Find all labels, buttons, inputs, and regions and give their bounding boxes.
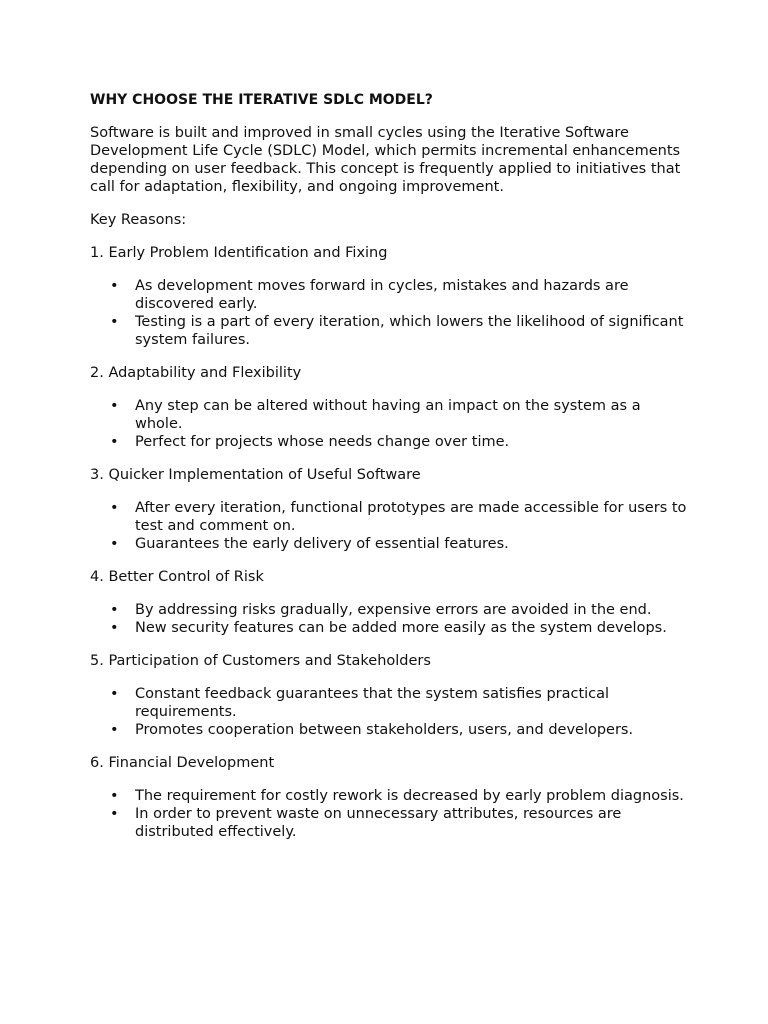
bullet-icon: • [110, 620, 119, 636]
section-heading: 3. Quicker Implementation of Useful Software [90, 467, 421, 483]
bullet-icon: • [110, 434, 119, 450]
bullet-icon: • [110, 500, 119, 516]
bullet-icon: • [110, 278, 119, 294]
section-heading: 6. Financial Development [90, 755, 275, 771]
bullet-text: The requirement for costly rework is decreased by early problem diagnosis. [135, 788, 684, 804]
reason-section [90, 568, 690, 637]
bullet-icon: • [110, 536, 119, 552]
bullet-icon: • [110, 806, 119, 822]
bullet-text: As development moves forward in cycles, mistakes and hazards are discovered early. [135, 278, 629, 312]
document-title: WHY CHOOSE THE ITERATIVE SDLC MODEL? [90, 92, 433, 108]
bullet-text: Any step can be altered without having an impact on the system as a whole. [135, 398, 641, 432]
reason-section [90, 652, 690, 739]
bullet-text: Promotes cooperation between stakeholders, users, and developers. [135, 722, 634, 738]
bullet-item [90, 313, 690, 349]
bullet-icon: • [110, 314, 119, 330]
bullet-list [90, 787, 690, 841]
bullet-text: Testing is a part of every iteration, which lowers the likelihood of significant system failures. [135, 314, 684, 348]
section-heading: 4. Better Control of Risk [90, 569, 264, 585]
bullet-list [90, 685, 690, 739]
bullet-list [90, 601, 690, 637]
bullet-list [90, 397, 690, 451]
bullet-text: Perfect for projects whose needs change over time. [135, 434, 510, 450]
bullet-item [90, 619, 690, 637]
key-reasons-label: Key Reasons: [90, 212, 187, 228]
document-page [90, 91, 690, 856]
bullet-item [90, 535, 690, 553]
bullet-item [90, 805, 690, 841]
reason-section [90, 754, 690, 841]
bullet-item [90, 787, 690, 805]
reason-section [90, 244, 690, 349]
reason-section [90, 466, 690, 553]
bullet-item [90, 397, 690, 433]
bullet-icon: • [110, 722, 119, 738]
bullet-item [90, 721, 690, 739]
bullet-icon: • [110, 788, 119, 804]
bullet-item [90, 601, 690, 619]
bullet-text: In order to prevent waste on unnecessary attributes, resources are distributed effectively. [135, 806, 622, 840]
bullet-item [90, 277, 690, 313]
bullet-list [90, 499, 690, 553]
bullet-text: New security features can be added more easily as the system develops. [135, 620, 667, 636]
bullet-list [90, 277, 690, 349]
bullet-item [90, 499, 690, 535]
bullet-icon: • [110, 398, 119, 414]
bullet-text: Guarantees the early delivery of essential features. [135, 536, 509, 552]
bullet-text: Constant feedback guarantees that the system satisfies practical requirements. [135, 686, 610, 720]
section-heading: 2. Adaptability and Flexibility [90, 365, 302, 381]
bullet-text: After every iteration, functional prototypes are made accessible for users to test and comment on. [135, 500, 687, 534]
intro-paragraph: Software is built and improved in small cycles using the Iterative Software Development Life Cycle (SDLC) Model, which permits incremental enhancements depending on user feedback. This concept is frequently applied to initiatives that call for adaptation, flexibility, and ongoing improvement. [90, 125, 681, 195]
section-heading: 5. Participation of Customers and Stakeholders [90, 653, 431, 669]
bullet-icon: • [110, 602, 119, 618]
bullet-icon: • [110, 686, 119, 702]
reason-section [90, 364, 690, 451]
bullet-item [90, 685, 690, 721]
bullet-item [90, 433, 690, 451]
section-heading: 1. Early Problem Identification and Fixing [90, 245, 388, 261]
bullet-text: By addressing risks gradually, expensive errors are avoided in the end. [135, 602, 652, 618]
